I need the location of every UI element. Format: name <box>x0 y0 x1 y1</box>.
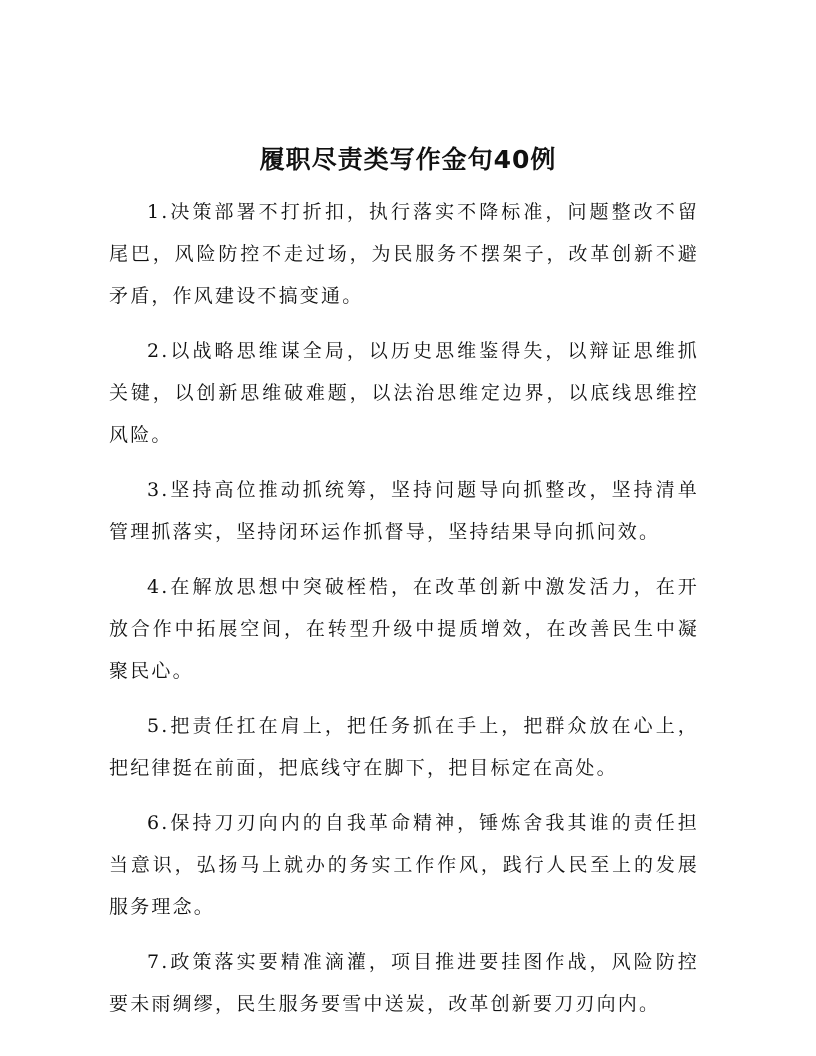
paragraph-6: 6.保持刀刃向内的自我革命精神，锤炼舍我其谁的责任担当意识，弘扬马上就办的务实工作作风，践行人民至上的发展服务理念。 <box>109 812 699 918</box>
paragraph-2: 2.以战略思维谋全局，以历史思维鉴得失，以辩证思维抓关键，以创新思维破难题，以法治思维定边界，以底线思维控风险。 <box>109 340 699 446</box>
document-body <box>109 191 699 1038</box>
paragraph-7: 7.政策落实要精准滴灌，项目推进要挂图作战，风险防控要未雨绸缪，民生服务要雪中送炭，改革创新要刀刃向内。 <box>109 951 699 1015</box>
paragraph-1: 1.决策部署不打折扣，执行落实不降标准，问题整改不留尾巴，风险防控不走过场，为民服务不摆架子，改革创新不避矛盾，作风建设不搞变通。 <box>109 201 699 307</box>
paragraph-5: 5.把责任扛在肩上，把任务抓在手上，把群众放在心上，把纪律挺在前面，把底线守在脚下，把目标定在高处。 <box>109 715 699 779</box>
paragraph-3: 3.坚持高位推动抓统筹，坚持问题导向抓整改，坚持清单管理抓落实，坚持闭环运作抓督导，坚持结果导向抓问效。 <box>109 479 699 543</box>
paragraph-4: 4.在解放思想中突破桎梏，在改革创新中激发活力，在开放合作中拓展空间，在转型升级中提质增效，在改善民生中凝聚民心。 <box>109 576 699 682</box>
document-title: 履职尽责类写作金句40例 <box>259 145 557 174</box>
